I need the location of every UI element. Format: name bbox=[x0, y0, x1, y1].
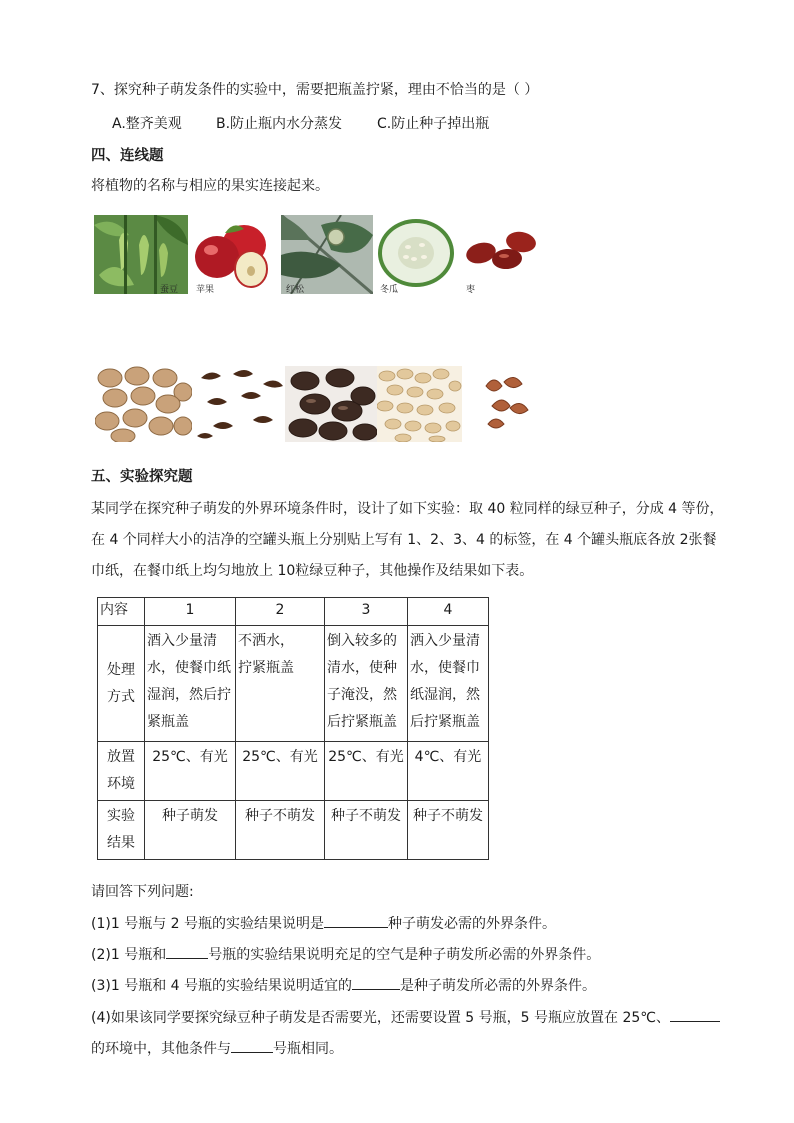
table-header-cell: 1 bbox=[145, 598, 236, 626]
table-header-row bbox=[98, 598, 489, 626]
result-cell-3: 种子不萌发 bbox=[325, 801, 408, 860]
question-2 bbox=[91, 944, 600, 965]
cell-line: 后拧紧瓶盖 bbox=[327, 714, 397, 730]
question-2-text-a: (2)1 号瓶和 bbox=[91, 947, 167, 963]
answer-blank-4b[interactable] bbox=[231, 1038, 273, 1053]
cell-line: 纸湿润，然 bbox=[410, 687, 480, 703]
result-cell-1: 种子萌发 bbox=[145, 801, 236, 860]
row-label-line: 放置 bbox=[107, 749, 135, 765]
environment-cell-2: 25℃、有光 bbox=[236, 742, 325, 801]
questions-prompt: 请回答下列问题: bbox=[91, 884, 194, 900]
result-cell-2: 种子不萌发 bbox=[236, 801, 325, 860]
row-label-treatment bbox=[98, 626, 145, 742]
table-row-environment bbox=[98, 742, 489, 801]
row-label-line: 方式 bbox=[107, 688, 135, 705]
question-3 bbox=[91, 975, 596, 996]
question-3-text-a: (3)1 号瓶和 4 号瓶的实验结果说明适宜的 bbox=[91, 978, 352, 994]
environment-cell-4: 4℃、有光 bbox=[408, 742, 489, 801]
table-header-cell: 2 bbox=[236, 598, 325, 626]
section-4-instruction: 将植物的名称与相应的果实连接起来。 bbox=[91, 178, 329, 194]
answer-blank-4a[interactable] bbox=[670, 1007, 720, 1022]
caption-wax-gourd: 冬瓜 bbox=[380, 285, 399, 295]
q7-stem: 7、探究种子萌发条件的实验中，需要把瓶盖拧紧，理由不恰当的是（ ） bbox=[91, 82, 539, 98]
question-1-text-b: 种子萌发必需的外界条件。 bbox=[388, 916, 556, 932]
answer-blank-2[interactable] bbox=[166, 944, 208, 959]
row-label-line: 环境 bbox=[107, 776, 135, 792]
answer-blank-1[interactable] bbox=[324, 913, 388, 928]
experiment-table bbox=[97, 597, 489, 860]
caption-broad-bean: 蚕豆 bbox=[160, 285, 179, 295]
cell-line: 倒入较多的 bbox=[327, 633, 397, 649]
environment-cell-1: 25℃、有光 bbox=[145, 742, 236, 801]
table-row-treatment bbox=[98, 626, 489, 742]
pine-seeds-image bbox=[285, 366, 377, 442]
q7-options bbox=[112, 113, 489, 133]
melon-seeds-image bbox=[377, 366, 462, 442]
broad-bean-seeds-image bbox=[95, 366, 192, 442]
question-4-line-1 bbox=[91, 1007, 720, 1028]
cell-line: 水，使餐巾纸 bbox=[147, 660, 231, 676]
question-3-text-b: 是种子萌发所必需的外界条件。 bbox=[400, 978, 596, 994]
caption-apple: 苹果 bbox=[196, 285, 215, 295]
section-4-title: 四、连线题 bbox=[91, 148, 164, 164]
section-5-paragraph-line-2: 在 4 个同样大小的洁净的空罐头瓶上分别贴上写有 1、2、3、4 的标签，在 4 个罐头瓶底各放 2张餐 bbox=[91, 532, 717, 548]
table-header-cell: 4 bbox=[408, 598, 489, 626]
cell-line: 子淹没，然 bbox=[327, 687, 397, 703]
table-row-result bbox=[98, 801, 489, 860]
q7-option-c: C.防止种子掉出瓶 bbox=[377, 116, 490, 132]
treatment-cell-1 bbox=[145, 626, 236, 742]
question-4-line-2 bbox=[91, 1038, 343, 1059]
jujube-pits-image bbox=[476, 372, 532, 432]
section-5-paragraph-line-1: 某同学在探究种子萌发的外界环境条件时，设计了如下实验：取 40 粒同样的绿豆种子，分成 4 等份， bbox=[91, 501, 724, 517]
row-label-line: 结果 bbox=[107, 835, 135, 851]
caption-jujube: 枣 bbox=[466, 285, 476, 295]
environment-cell-3: 25℃、有光 bbox=[325, 742, 408, 801]
treatment-cell-3 bbox=[325, 626, 408, 742]
table-header-cell: 内容 bbox=[98, 598, 145, 626]
question-4-text-b: 的环境中，其他条件与 bbox=[91, 1041, 231, 1057]
cell-line: 拧紧瓶盖 bbox=[238, 660, 294, 676]
treatment-cell-4 bbox=[408, 626, 489, 742]
q7-option-a: A.整齐美观 bbox=[112, 116, 182, 132]
cell-line: 水，使餐巾 bbox=[410, 660, 480, 676]
table-header-cell: 3 bbox=[325, 598, 408, 626]
cell-line: 后拧紧瓶盖 bbox=[410, 714, 480, 730]
cell-line: 不洒水， bbox=[238, 633, 294, 649]
section-5-paragraph-line-3: 巾纸，在餐巾纸上均匀地放上 10粒绿豆种子，其他操作及结果如下表。 bbox=[91, 563, 534, 579]
cell-line: 酒入少量清 bbox=[147, 633, 217, 649]
caption-korean-pine: 红松 bbox=[286, 285, 305, 295]
row-label-line: 处理 bbox=[107, 661, 135, 678]
question-2-text-b: 号瓶的实验结果说明充足的空气是种子萌发所必需的外界条件。 bbox=[208, 947, 601, 963]
result-cell-4: 种子不萌发 bbox=[408, 801, 489, 860]
question-4-text-a: (4)如果该同学要探究绿豆种子萌发是否需要光，还需要设置 5 号瓶，5 号瓶应放置在 25℃、 bbox=[91, 1010, 670, 1026]
q7-option-b: B.防止瓶内水分蒸发 bbox=[216, 116, 343, 132]
cell-line: 洒入少量清 bbox=[410, 633, 480, 649]
cell-line: 清水，使种 bbox=[327, 660, 397, 676]
question-1 bbox=[91, 913, 556, 934]
treatment-cell-2 bbox=[236, 626, 325, 742]
question-1-text-a: (1)1 号瓶与 2 号瓶的实验结果说明是 bbox=[91, 916, 324, 932]
row-label-environment bbox=[98, 742, 145, 801]
answer-blank-3[interactable] bbox=[352, 975, 400, 990]
apple-seeds-image bbox=[193, 366, 285, 442]
cell-line: 湿润，然后拧 bbox=[147, 687, 231, 703]
row-label-result bbox=[98, 801, 145, 860]
cell-line: 紧瓶盖 bbox=[147, 714, 189, 730]
question-4-text-c: 号瓶相同。 bbox=[273, 1041, 343, 1057]
row-label-line: 实验 bbox=[107, 808, 135, 824]
section-5-title: 五、实验探究题 bbox=[91, 469, 193, 485]
